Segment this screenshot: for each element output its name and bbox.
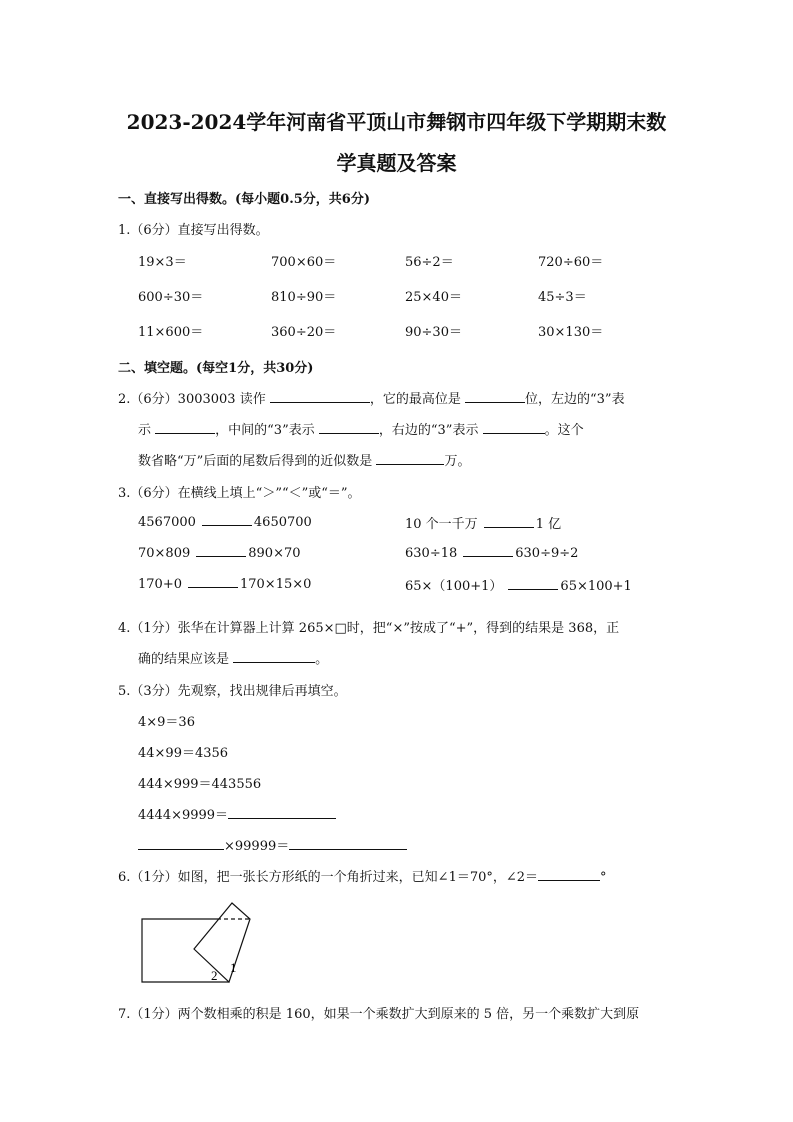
- compare-item: [405, 575, 632, 594]
- question-1: 1.（6分）直接写出得数。: [118, 223, 269, 238]
- q4-text: 。: [315, 652, 329, 667]
- answer-blank[interactable]: [138, 837, 224, 850]
- calc-item: 25×40＝: [405, 290, 462, 305]
- answer-blank[interactable]: [289, 837, 407, 850]
- q5-text: ×99999＝: [224, 839, 290, 854]
- pattern-line: [138, 804, 336, 823]
- calc-item: 90÷30＝: [405, 325, 462, 340]
- compare-right: 65×100+1: [560, 579, 632, 594]
- angle-label-2: 2: [211, 968, 218, 983]
- answer-blank[interactable]: [228, 806, 336, 819]
- angle-label-1: 1: [230, 960, 237, 975]
- compare-right: 890×70: [248, 546, 301, 561]
- q2-text: ，它的最高位是: [369, 392, 461, 407]
- answer-blank[interactable]: [319, 421, 379, 434]
- answer-blank[interactable]: [484, 515, 534, 528]
- answer-blank[interactable]: [508, 577, 558, 590]
- q6-text: 6.（1分）如图，把一张长方形纸的一个角折过来，已知∠1＝70°，∠2＝: [118, 870, 539, 885]
- compare-item: [138, 544, 301, 561]
- pattern-line: 44×99＝4356: [138, 746, 229, 761]
- title-line-1: 2023-2024学年河南省平顶山市舞钢市四年级下学期期末数: [126, 110, 667, 134]
- calc-item: 720÷60＝: [538, 255, 604, 270]
- compare-item: [405, 513, 561, 532]
- question-2-line-1: [118, 388, 625, 407]
- question-5: 5.（3分）先观察，找出规律后再填空。: [118, 684, 347, 699]
- question-2-line-2: [138, 419, 584, 438]
- calc-item: 600÷30＝: [138, 290, 204, 305]
- q2-text: 。这个: [544, 423, 584, 438]
- answer-blank[interactable]: [270, 390, 370, 403]
- calc-item: 30×130＝: [538, 325, 604, 340]
- compare-right: 170×15×0: [239, 577, 312, 592]
- compare-right: 4650700: [253, 515, 312, 530]
- question-6: [118, 866, 607, 885]
- q4-text: 确的结果应该是: [138, 652, 230, 667]
- calc-item: 11×600＝: [138, 325, 204, 340]
- compare-right: 1 亿: [535, 517, 562, 532]
- answer-blank[interactable]: [465, 390, 525, 403]
- q5-text: 4444×9999＝: [138, 808, 229, 823]
- compare-left: 10 个一千万: [405, 517, 478, 532]
- section-1-heading: 一、直接写出得数。(每小题0.5分，共6分): [118, 192, 370, 207]
- q2-text: 2.（6分）3003003 读作: [118, 392, 266, 407]
- question-2-line-3: [138, 450, 470, 469]
- calc-item: 700×60＝: [271, 255, 337, 270]
- section-2-heading: 二、填空题。(每空1分，共30分): [118, 361, 314, 376]
- compare-left: 65×（100+1）: [405, 579, 503, 594]
- pattern-line: 444×999＝443556: [138, 777, 262, 792]
- answer-blank[interactable]: [376, 452, 444, 465]
- pattern-line: [138, 835, 407, 854]
- answer-blank[interactable]: [463, 544, 513, 557]
- calc-item: 810÷90＝: [271, 290, 337, 305]
- answer-blank[interactable]: [233, 650, 315, 663]
- pattern-line: 4×9＝36: [138, 715, 195, 730]
- compare-left: 170+0: [138, 577, 182, 592]
- answer-blank[interactable]: [155, 421, 215, 434]
- question-7: 7.（1分）两个数相乘的积是 160，如果一个乘数扩大到原来的 5 倍，另一个乘数扩大到原: [118, 1007, 640, 1022]
- calc-item: 45÷3＝: [538, 290, 587, 305]
- question-4-line-2: [138, 648, 328, 667]
- answer-blank[interactable]: [538, 868, 600, 881]
- title-line-2: 学真题及答案: [336, 151, 457, 175]
- compare-item: [138, 575, 311, 592]
- answer-blank[interactable]: [196, 544, 246, 557]
- compare-item: [138, 513, 312, 530]
- q6-text: °: [600, 870, 607, 885]
- compare-left: 4567000: [138, 515, 196, 530]
- compare-item: [405, 544, 578, 561]
- answer-blank[interactable]: [188, 575, 238, 588]
- compare-right: 630÷9÷2: [515, 546, 579, 561]
- q2-text: 数省略“万”后面的尾数后得到的近似数是: [138, 454, 373, 469]
- compare-left: 70×809: [138, 546, 191, 561]
- calc-item: 360÷20＝: [271, 325, 337, 340]
- q2-text: ，右边的“3”表示: [378, 423, 479, 438]
- calc-item: 56÷2＝: [405, 255, 454, 270]
- q2-text: 示: [138, 423, 152, 438]
- q2-text: 万。: [444, 454, 471, 469]
- answer-blank[interactable]: [483, 421, 545, 434]
- answer-blank[interactable]: [202, 513, 252, 526]
- question-4-line-1: 4.（1分）张华在计算器上计算 265×□时，把“×”按成了“+”，得到的结果是 368，正: [118, 621, 620, 636]
- question-3: 3.（6分）在横线上填上“＞”“＜”或“＝”。: [118, 486, 361, 501]
- compare-left: 630÷18: [405, 546, 458, 561]
- q2-text: ，中间的“3”表示: [215, 423, 315, 438]
- q2-text: 位，左边的“3”表: [525, 392, 625, 407]
- calc-item: 19×3＝: [138, 255, 187, 270]
